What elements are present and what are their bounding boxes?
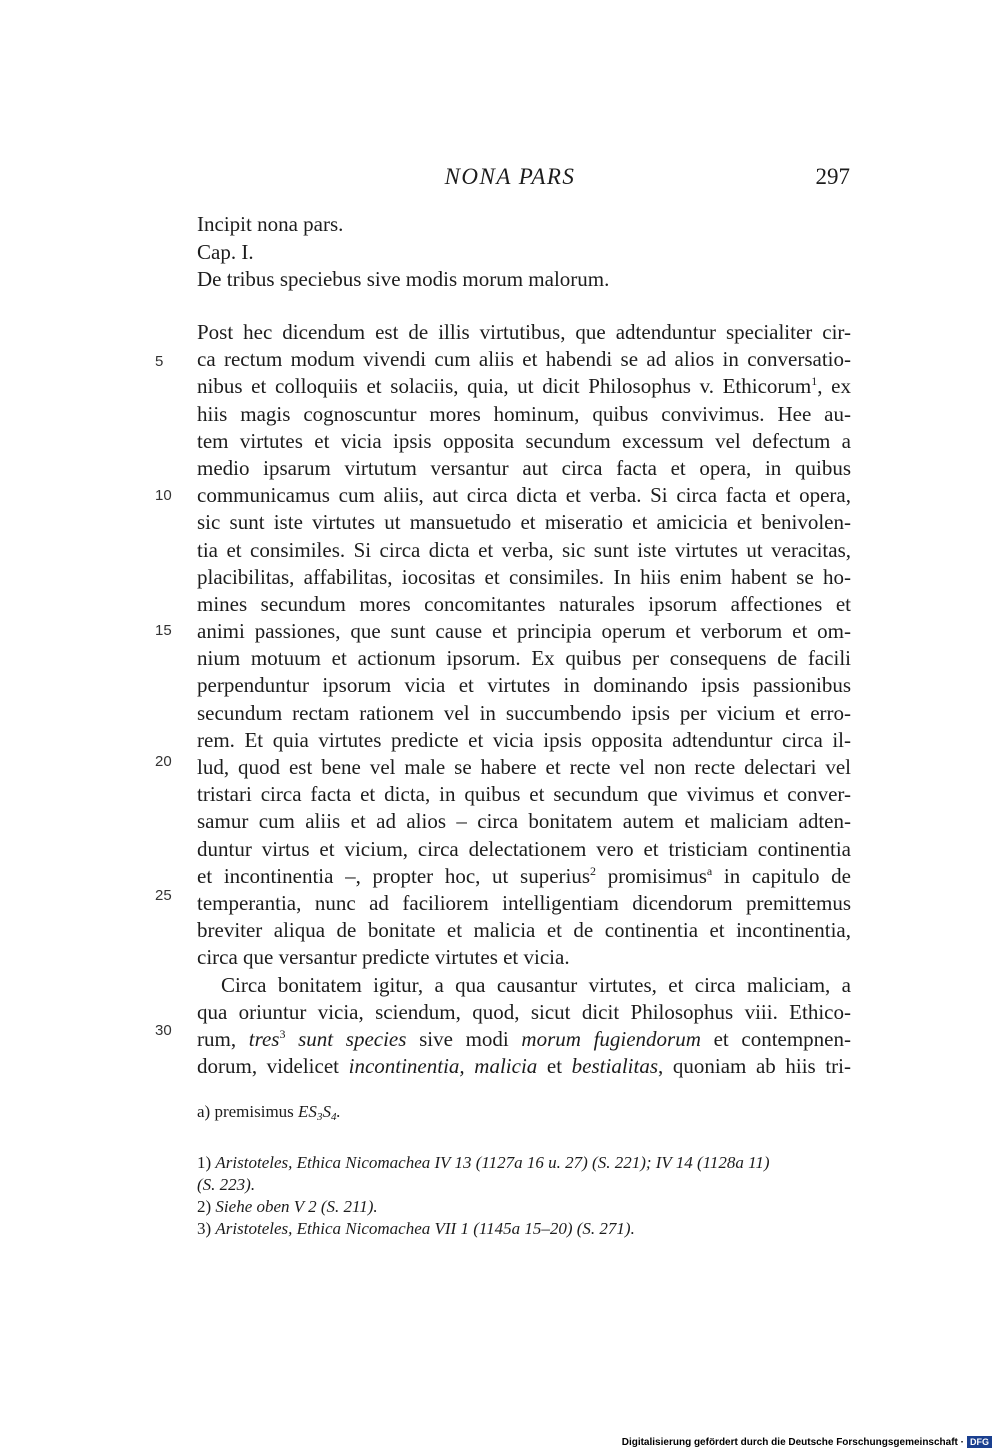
text-span: dorum, videlicet (197, 1054, 349, 1079)
text-line: temperantia, nunc ad faciliorem intelligentiam dicendorum premittemus (197, 890, 851, 915)
footnote-text: Siehe oben V 2 (S. 211). (215, 1197, 378, 1216)
main-text (197, 319, 851, 1080)
text-line: tia et consimiles. Si circa dicta et verba, sic sunt iste virtutes ut veracitas, (197, 537, 851, 562)
text-line: secundum rectam rationem vel in succumbendo ipsis per vicium et erro- (197, 700, 851, 725)
running-header-title: NONA PARS (444, 164, 576, 189)
line-number-30: 30 (155, 1022, 172, 1039)
text-line: duntur virtus et vicium, circa delectationem vero et tristiciam continentia (197, 836, 851, 861)
part-heading: Incipit nona pars. (197, 212, 344, 236)
siglum-sub: 4 (330, 1111, 337, 1123)
italic-span: bestialitas (571, 1054, 658, 1079)
credit-text: Digitalisierung gefördert durch die Deutsche Forschungsgemeinschaft · (621, 1437, 964, 1448)
siglum: S (322, 1102, 331, 1121)
text-line (197, 1053, 851, 1080)
text-line: nium motuum et actionum ipsorum. Ex quibus per consequens de facili (197, 646, 851, 671)
line-number-20: 20 (155, 753, 172, 770)
text-line: qua oriuntur vicia, sciendum, quod, sicut dicit Philosophus viii. Ethico- (197, 999, 851, 1024)
text-line: circa que versantur predicte virtutes et vicia. (197, 945, 570, 970)
footnote-text: Aristoteles, Ethica Nicomachea IV 13 (1127a 16 u. 27) (S. 221); IV 14 (1128a 11) (215, 1153, 770, 1172)
footnote-ref: 2 (590, 863, 597, 878)
siglum-sub: 3 (316, 1111, 323, 1123)
line-number-10: 10 (155, 487, 172, 504)
apparatus-label: a) premisimus (197, 1102, 299, 1121)
text-line: samur cum aliis et ad alios – circa bonitatem autem et maliciam adten- (197, 809, 851, 834)
text-span: promisimus (596, 863, 707, 888)
footnote-text: (S. 223). (197, 1175, 256, 1194)
text-line: ca rectum modum vivendi cum aliis et habendi se ad alios in conversatio- (197, 347, 851, 372)
footnote-ref: 3 (279, 1026, 286, 1041)
text-line: animi passiones, que sunt cause et principia operum et verborum et om- (197, 619, 851, 644)
text-line: placibilitas, affabilitas, iocositas et consimiles. In hiis enim habent se ho- (197, 564, 851, 589)
text-line (197, 863, 851, 890)
text-line: mines secundum mores concomitantes naturales ipsorum affectiones et (197, 591, 851, 616)
dfg-logo-icon: DFG (967, 1436, 992, 1448)
text-line: breviter aliqua de bonitate et malicia et de continentia et incontinentia, (197, 918, 851, 943)
text-line: Post hec dicendum est de illis virtutibus, que adtenduntur specialiter cir- (197, 320, 851, 344)
italic-span: tres (248, 1026, 280, 1051)
text-line: communicamus cum aliis, aut circa dicta et verba. Si circa facta et opera, (197, 483, 851, 508)
footnote-text: Aristoteles, Ethica Nicomachea VII 1 (1145a 15–20) (S. 271). (215, 1219, 635, 1238)
text-line: tem virtutes et vicia ipsis opposita secundum excessum vel defectum a (197, 428, 851, 453)
apparatus-note (197, 1101, 341, 1123)
siglum-end: . (336, 1102, 341, 1121)
text-line: tristari circa facta et dicta, in quibus et secundum que vivimus et conver- (197, 782, 851, 807)
text-line (197, 1026, 851, 1053)
text-span: et (537, 1054, 572, 1079)
text-span: rum, (197, 1026, 249, 1051)
text-span: in capitulo de (712, 863, 851, 888)
footnote-2 (197, 1196, 378, 1218)
text-line: lud, quod est bene vel male se habere et recte vel non recte delectari vel (197, 755, 851, 779)
text-line: Circa bonitatem igitur, a qua causantur virtutes, et circa maliciam, a (221, 972, 851, 997)
text-span: et contempnen- (700, 1026, 851, 1051)
chapter-heading: Cap. I. (197, 240, 254, 264)
footnote-number: 2) (197, 1197, 212, 1216)
text-line: sic sunt iste virtutes ut mansuetudo et miseratio et amicicia et benivolen- (197, 510, 851, 535)
page-number: 297 (815, 164, 850, 189)
footnote-3 (197, 1218, 635, 1240)
line-number-5: 5 (155, 353, 164, 370)
italic-span: sunt species (285, 1026, 407, 1051)
footnote-1 (197, 1152, 857, 1196)
chapter-title: De tribus speciebus sive modis morum malorum. (197, 267, 610, 291)
italic-span: incontinentia, malicia (348, 1054, 538, 1079)
italic-span: morum fugiendorum (521, 1026, 701, 1051)
text-span: et incontinentia –, propter hoc, ut superius (197, 863, 591, 888)
digitization-credit (622, 1436, 992, 1448)
footnote-number: 3) (197, 1219, 212, 1238)
text-line: medio ipsarum virtutum versantur aut circa facta et opera, in quibus (197, 455, 851, 480)
text-line: perpenduntur ipsorum vicia et virtutes in dominando ipsis passionibus (197, 673, 851, 698)
text-line (197, 373, 851, 400)
text-span: nibus et colloquiis et solaciis, quia, ut dicit Philosophus v. Ethicorum (197, 374, 812, 399)
line-number-25: 25 (155, 887, 172, 904)
text-span: , quoniam ab hiis tri- (658, 1054, 851, 1079)
text-span: sive modi (406, 1026, 522, 1051)
line-number-15: 15 (155, 622, 172, 639)
text-line: hiis magis cognoscuntur mores hominum, quibus convivimus. Hee au- (197, 401, 851, 426)
apparatus-ref: a (706, 863, 713, 878)
footnote-number: 1) (197, 1153, 212, 1172)
text-span: , ex (817, 374, 851, 399)
footnote-ref: 1 (811, 374, 818, 389)
siglum: ES (298, 1102, 317, 1121)
text-line: rem. Et quia virtutes predicte et vicia ipsis opposita adtenduntur circa il- (197, 727, 851, 752)
